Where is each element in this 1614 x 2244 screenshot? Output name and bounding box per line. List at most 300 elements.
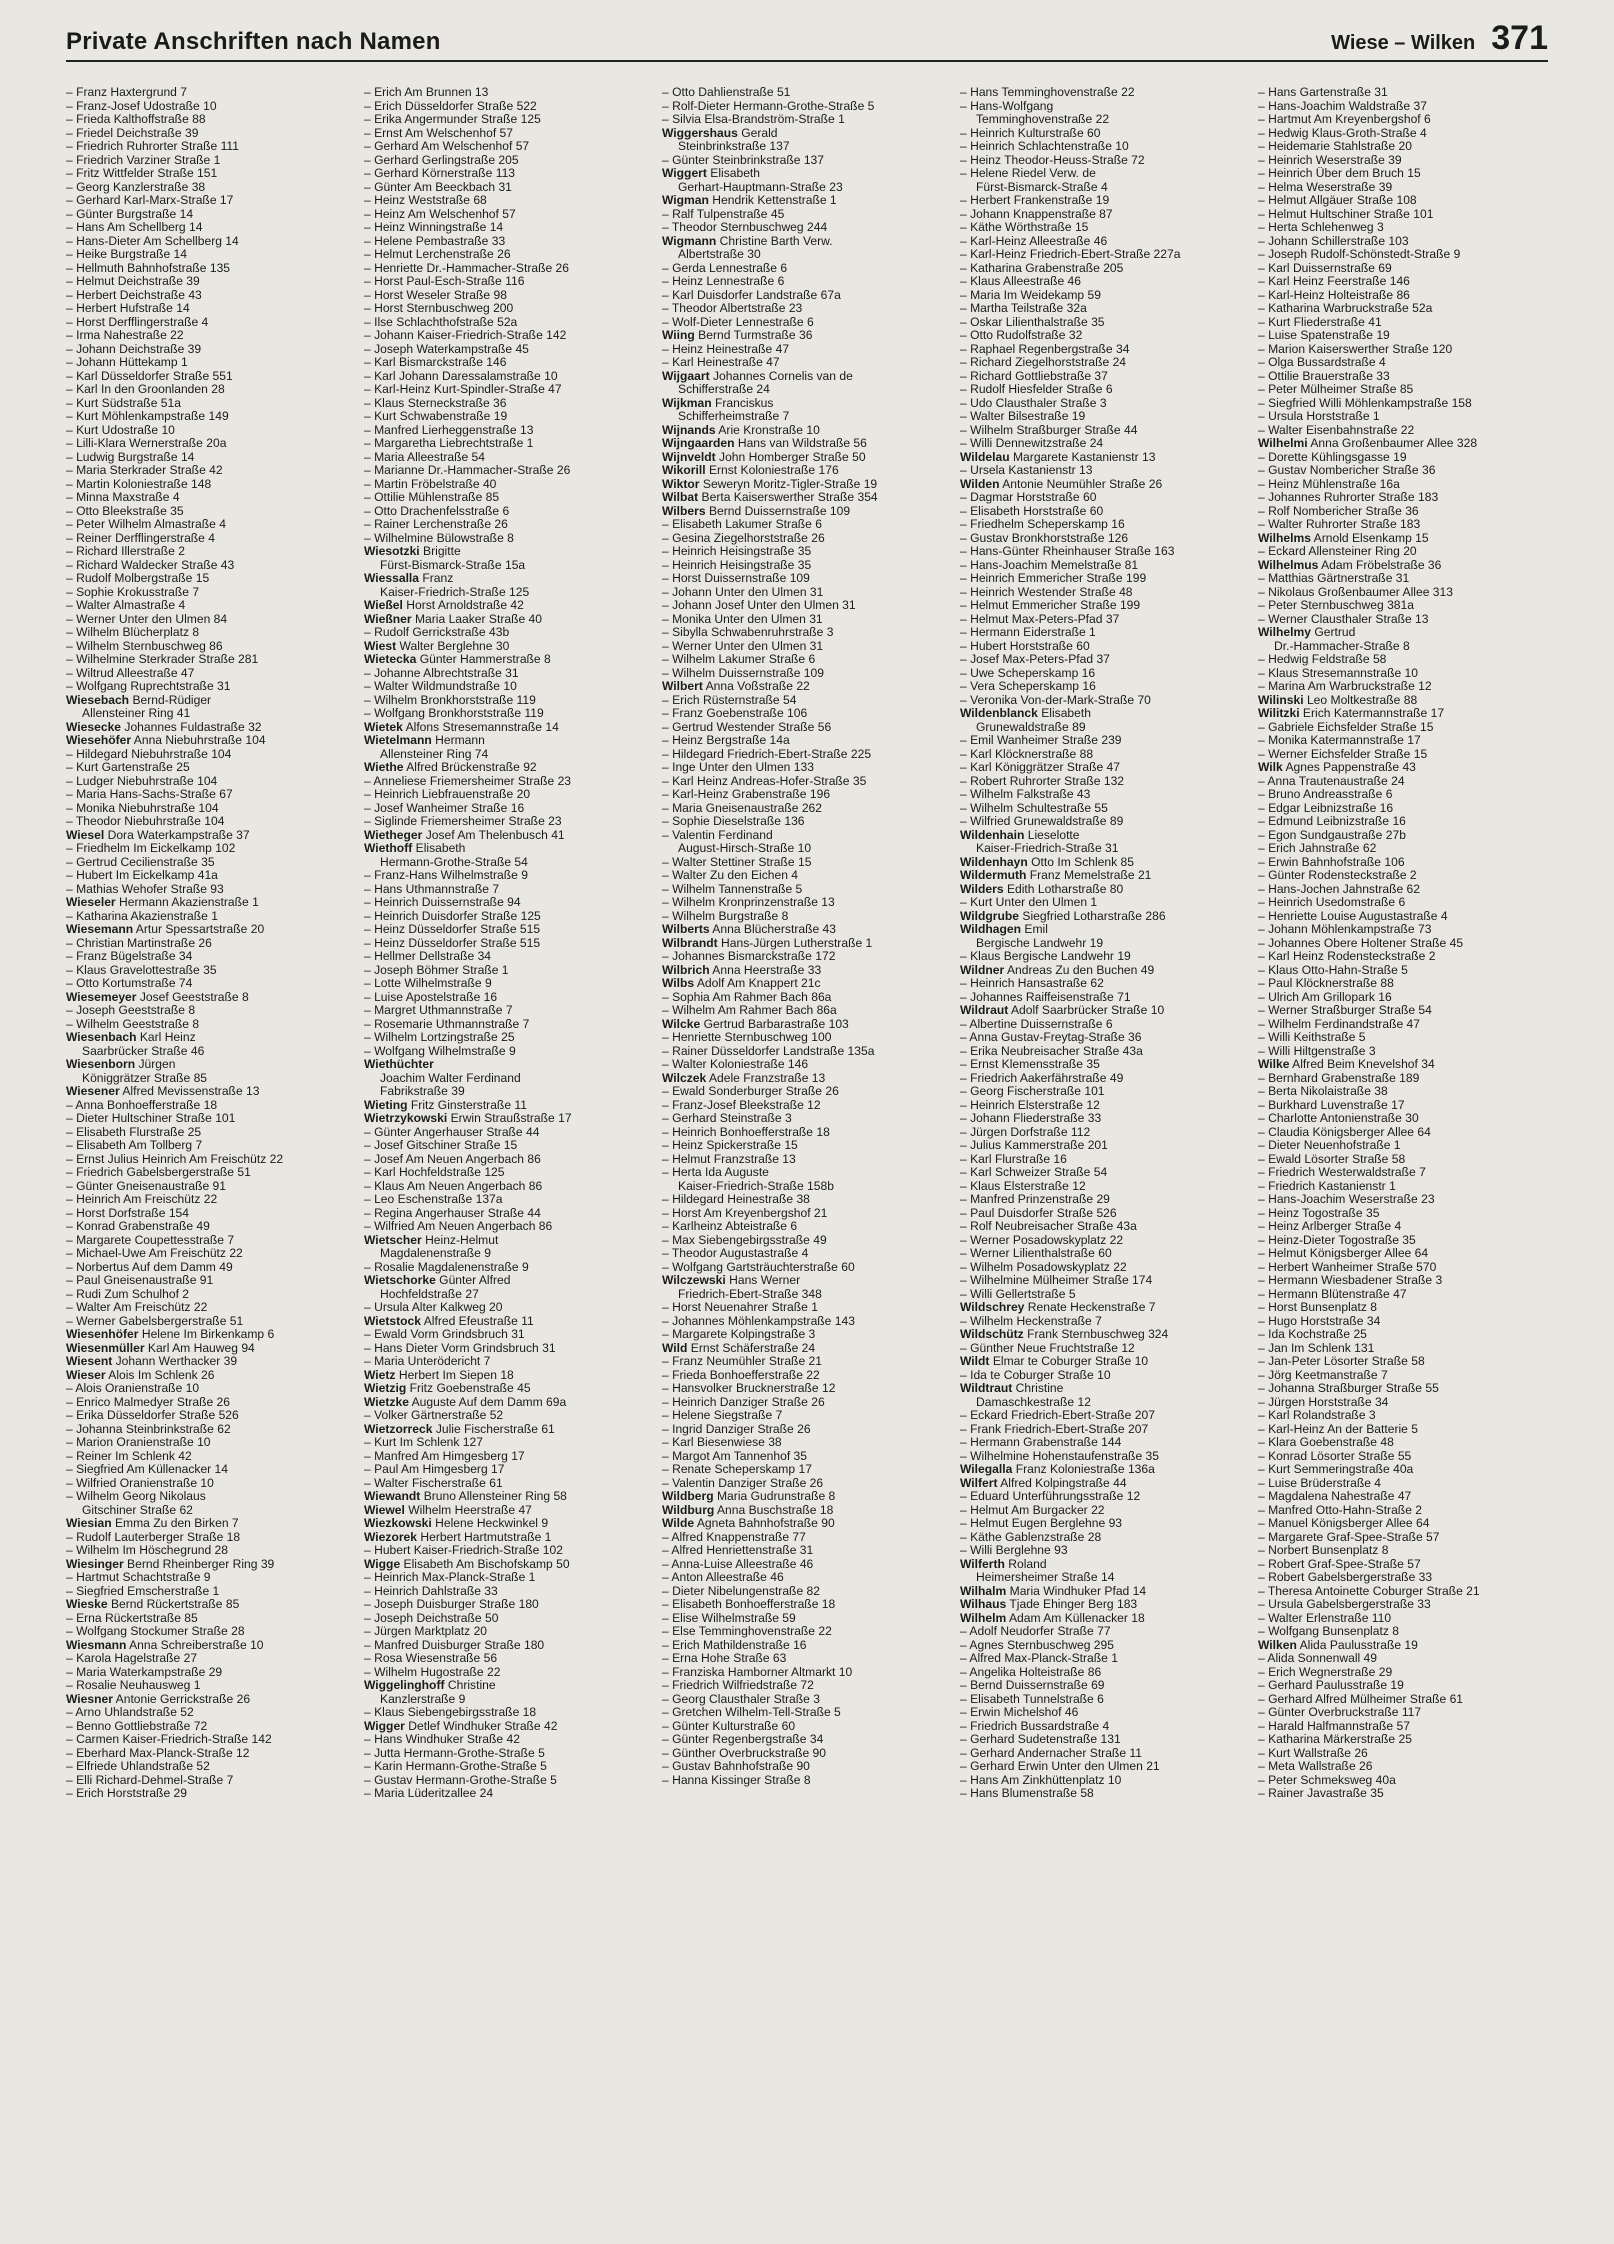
surname: Wilde (662, 1517, 695, 1530)
list-item (960, 1490, 1248, 1504)
list-item (364, 896, 652, 910)
list-item (364, 221, 652, 235)
list-item (662, 1760, 950, 1774)
list-item (364, 1018, 652, 1032)
entry-text: – Erwin Michelshof 46 (960, 1706, 1079, 1719)
list-item (364, 788, 652, 802)
list-item (1258, 964, 1546, 978)
list-item (364, 208, 652, 222)
entry-text: – Kurt Möhlenkampstraße 149 (66, 410, 229, 423)
entry-text: – Karlheinz Abteistraße 6 (662, 1220, 798, 1233)
entry-text: – Helmut Deichstraße 39 (66, 275, 200, 288)
entry-text: – Josef Am Neuen Angerbach 86 (364, 1152, 541, 1166)
entry-text: – Heinz Mühlenstraße 16a (1258, 477, 1400, 491)
list-item (1258, 1612, 1546, 1626)
list-item (364, 910, 652, 924)
list-item (662, 1045, 950, 1059)
list-item (1258, 1787, 1546, 1801)
surname-entry (662, 437, 950, 451)
entry-text: Hermann (431, 734, 485, 747)
list-item (66, 1463, 354, 1477)
entry-text: – Klaus Elsterstraße 12 (960, 1179, 1086, 1193)
list-item (960, 1504, 1248, 1518)
entry-text: – Sophia Am Rahmer Bach 86a (662, 990, 832, 1004)
entry-text: Allensteiner Ring 41 (82, 707, 191, 720)
list-item (662, 1544, 950, 1558)
entry-text: – Franz Haxtergrund 7 (66, 86, 187, 99)
entry-text: Gitschiner Straße 62 (82, 1503, 193, 1517)
surname: Wilbs (662, 977, 695, 990)
list-item (1258, 410, 1546, 424)
entry-text: – Irma Nahestraße 22 (66, 329, 184, 342)
entry-text: – Kurt Gartenstraße 25 (66, 761, 190, 774)
entry-text: – Elisabeth Bonhoefferstraße 18 (662, 1598, 836, 1611)
name-range: Wiese – Wilken (1331, 32, 1476, 54)
entry-text: – Walter Koloniestraße 146 (662, 1058, 809, 1071)
entry-text: Alfred Mevissenstraße 13 (119, 1085, 260, 1098)
list-item (960, 680, 1248, 694)
entry-text: – Charlotte Antonienstraße 30 (1258, 1112, 1419, 1125)
list-item (1258, 1180, 1546, 1194)
entry-text: – Friedrich Westerwaldstraße 7 (1258, 1166, 1426, 1179)
list-item (1258, 1193, 1546, 1207)
entry-text: Andreas Zu den Buchen 49 (1004, 963, 1155, 977)
surname-entry (364, 1679, 652, 1693)
list-item (364, 100, 652, 114)
entry-text: – Ingrid Danziger Straße 26 (662, 1422, 811, 1436)
list-item (662, 221, 950, 235)
list-item (1258, 1652, 1546, 1666)
entry-text: – Elise Wilhelmstraße 59 (662, 1611, 796, 1625)
list-item (1258, 1571, 1546, 1585)
entry-text: Friedrich-Ebert-Straße 348 (678, 1287, 822, 1301)
surname-entry (66, 1369, 354, 1383)
list-item (364, 1666, 652, 1680)
list-item (66, 1220, 354, 1234)
list-item (662, 1382, 950, 1396)
list-item (364, 356, 652, 370)
entry-text: Alfred Kolpingstraße 44 (997, 1476, 1127, 1490)
entry-text: – Günter Overbruckstraße 117 (1258, 1706, 1422, 1719)
list-item (1258, 167, 1546, 181)
list-item (960, 1693, 1248, 1707)
list-item (1258, 316, 1546, 330)
surname: Wildgrube (960, 909, 1020, 923)
entry-text: Julie Fischerstraße 61 (432, 1422, 555, 1436)
surname: Wildenblanck (960, 707, 1038, 720)
entry-text: – Johanna Straßburger Straße 55 (1258, 1382, 1439, 1395)
list-item (1258, 329, 1546, 343)
list-item (1258, 1693, 1546, 1707)
list-item (662, 1733, 950, 1747)
list-item (1258, 991, 1546, 1005)
list-item (66, 964, 354, 978)
list-item (662, 1720, 950, 1734)
entry-text: – Hans Dieter Vorm Grindsbruch 31 (364, 1341, 556, 1355)
entry-text: – Walter Wildmundstraße 10 (364, 680, 517, 693)
entry-text: – Ursela Kastanienstr 13 (960, 464, 1093, 477)
entry-text: – Manfred Prinzenstraße 29 (960, 1193, 1110, 1206)
list-item (662, 802, 950, 816)
surname: Wilhelmy (1258, 626, 1311, 639)
entry-text: – Konrad Lösorter Straße 55 (1258, 1449, 1412, 1463)
entry-text: – Henriette Sternbuschweg 100 (662, 1031, 832, 1044)
entry-text: – Hermann Wiesbadener Straße 3 (1258, 1274, 1443, 1287)
list-item (960, 1423, 1248, 1437)
list-item (364, 410, 652, 424)
entry-text: Agnes Pappenstraße 43 (1282, 761, 1416, 774)
list-item (66, 1706, 354, 1720)
entry-text: – Wilhelm Falkstraße 43 (960, 788, 1091, 801)
entry-text: – Wilfried Grunewaldstraße 89 (960, 815, 1124, 828)
list-item (66, 1436, 354, 1450)
surname-entry (66, 1328, 354, 1342)
list-item (960, 815, 1248, 829)
surname: Wiesehöfer (66, 734, 132, 747)
list-item (1258, 1085, 1546, 1099)
entry-text: – Karl-Heinz Alleestraße 46 (960, 234, 1108, 248)
list-item (662, 1112, 950, 1126)
entry-text: Brigitte (419, 545, 461, 558)
directory-column (662, 86, 950, 2226)
entry-text: – Rainer Düsseldorfer Landstraße 135a (662, 1044, 875, 1058)
entry-text: – Hans-Günter Rheinhauser Straße 163 (960, 545, 1175, 558)
list-item (662, 1409, 950, 1423)
list-item (1258, 181, 1546, 195)
entry-text: – Hermann Eiderstraße 1 (960, 626, 1096, 639)
entry-text: – Ida te Coburger Straße 10 (960, 1368, 1111, 1382)
list-item (66, 1531, 354, 1545)
entry-text: Bernd Duissernstraße 109 (705, 504, 851, 518)
surname: Wildtraut (960, 1382, 1013, 1395)
surname-entry (364, 842, 652, 856)
entry-text: – Ewald Vorm Grindsbruch 31 (364, 1328, 525, 1341)
entry-text: – Wilhelm Geeststraße 8 (66, 1017, 200, 1031)
entry-text: – Horst Am Kreyenbergshof 21 (662, 1206, 828, 1220)
directory-column (364, 86, 652, 2226)
surname: Wildberg (662, 1490, 714, 1503)
entry-text: – Karl Rolandstraße 3 (1258, 1409, 1376, 1422)
entry-text: – Willi Keithstraße 5 (1258, 1031, 1366, 1044)
surname-entry (1258, 1058, 1546, 1072)
list-item (662, 1328, 950, 1342)
entry-text: – Günter Gneisenaustraße 91 (66, 1179, 227, 1193)
list-item (66, 1760, 354, 1774)
entry-text: – Johannes Raiffeisenstraße 71 (960, 990, 1131, 1004)
list-item (1258, 869, 1546, 883)
entry-text: Josef Am Thelenbusch 41 (422, 828, 565, 842)
list-item (364, 478, 652, 492)
surname: Wiesenbach (66, 1031, 137, 1044)
list-item (1258, 613, 1546, 627)
surname-entry (66, 991, 354, 1005)
list-item (960, 802, 1248, 816)
surname-entry (66, 721, 354, 735)
entry-text: – Frieda Bonhoefferstraße 22 (662, 1368, 820, 1382)
entry-text: – Ewald Lösorter Straße 58 (1258, 1152, 1406, 1166)
entry-text: Christine Barth Verw. (716, 234, 833, 248)
entry-continuation (66, 1504, 354, 1518)
entry-text: – Karl-Heinz Holteistraße 86 (1258, 288, 1410, 302)
list-item (66, 127, 354, 141)
entry-text: – Gerhard Sudetenstraße 131 (960, 1733, 1121, 1746)
entry-text: – Walter Bilsestraße 19 (960, 410, 1086, 423)
surname-entry (364, 1112, 652, 1126)
entry-text: – Claudia Königsberger Allee 64 (1258, 1125, 1431, 1139)
entry-text: Hans van Wildstraße 56 (734, 437, 867, 450)
entry-text: – Theodor Niebuhrstraße 104 (66, 815, 225, 828)
entry-text: – Wilhelm Georg Nikolaus (66, 1490, 206, 1503)
list-item (960, 275, 1248, 289)
list-item (364, 86, 652, 100)
entry-text: – Oskar Lilienthalstraße 35 (960, 315, 1105, 329)
surname: Wijnveldt (662, 450, 716, 464)
entry-text: Elisabeth Am Bischofskamp 50 (400, 1557, 570, 1571)
entry-continuation (364, 559, 652, 573)
entry-text: – Eberhard Max-Planck-Straße 12 (66, 1746, 250, 1760)
entry-text: – Minna Maxstraße 4 (66, 491, 180, 504)
list-item (960, 761, 1248, 775)
list-item (960, 1031, 1248, 1045)
list-item (662, 100, 950, 114)
surname: Wijnands (662, 423, 716, 437)
surname-entry (364, 734, 652, 748)
entry-text: – Katharina Grabenstraße 205 (960, 261, 1124, 275)
surname: Wietheger (364, 828, 423, 842)
entry-text: – Rosemarie Uthmannstraße 7 (364, 1017, 530, 1031)
entry-text: – Helmut Hultschiner Straße 101 (1258, 207, 1434, 221)
entry-text: – Gustav Hermann-Grothe-Straße 5 (364, 1773, 557, 1787)
surname-entry (66, 1693, 354, 1707)
entry-text: – Karl-Heinz Kurt-Spindler-Straße 47 (364, 383, 562, 396)
list-item (364, 1652, 652, 1666)
entry-text: – Horst Derfflingerstraße 4 (66, 315, 209, 329)
entry-text: – Wilhelm Schultestraße 55 (960, 801, 1108, 815)
entry-text: – Ludger Niebuhrstraße 104 (66, 774, 218, 788)
list-item (960, 370, 1248, 384)
entry-text: – Rosalie Magdalenenstraße 9 (364, 1260, 529, 1274)
list-item (960, 1625, 1248, 1639)
entry-text: – Gerhard Am Welschenhof 57 (364, 140, 530, 153)
entry-text: – Otto Kortumstraße 74 (66, 977, 193, 990)
entry-text: – Bernd Duissernstraße 69 (960, 1679, 1105, 1692)
entry-text: – Gustav Nombericher Straße 36 (1258, 464, 1436, 477)
entry-text: – Hans-Joachim Weserstraße 23 (1258, 1193, 1435, 1206)
surname: Wilberts (662, 923, 710, 936)
list-item (960, 1720, 1248, 1734)
entry-text: Schifferheimstraße 7 (678, 410, 790, 423)
entry-text: Maria Windhuker Pfad 14 (1006, 1584, 1147, 1598)
list-item (1258, 802, 1546, 816)
entry-text: – Helma Weserstraße 39 (1258, 180, 1393, 194)
surname-entry (1258, 559, 1546, 573)
surname-entry (960, 910, 1248, 924)
entry-text: – Heinrich Über dem Bruch 15 (1258, 167, 1421, 180)
entry-text: Fabrikstraße 39 (380, 1085, 465, 1098)
list-item (364, 977, 652, 991)
list-item (66, 1207, 354, 1221)
entry-text: – Volker Gärtnerstraße 52 (364, 1409, 504, 1422)
list-item (960, 235, 1248, 249)
list-item (1258, 397, 1546, 411)
surname-entry (1258, 1639, 1546, 1653)
surname: Wildt (960, 1355, 990, 1368)
entry-text: – Wilhelm Duissernstraße 109 (662, 666, 824, 680)
entry-text: Ernst Schäferstraße 24 (687, 1341, 816, 1355)
list-item (364, 1612, 652, 1626)
entry-text: – Theodor Sternbuschweg 244 (662, 221, 828, 234)
list-item (66, 221, 354, 235)
list-item (66, 1666, 354, 1680)
entry-text: – Hanna Kissinger Straße 8 (662, 1773, 811, 1787)
list-item (66, 1301, 354, 1315)
entry-text: – Jutta Hermann-Grothe-Straße 5 (364, 1746, 545, 1760)
surname-entry (960, 964, 1248, 978)
entry-text: Auguste Auf dem Damm 69a (408, 1395, 567, 1409)
entry-text: – Helmut Allgäuer Straße 108 (1258, 194, 1417, 207)
entry-text: – Helmut Max-Peters-Pfad 37 (960, 612, 1120, 626)
entry-text: – Wilhelm Lortzingstraße 25 (364, 1031, 515, 1044)
entry-continuation (364, 856, 652, 870)
list-item (662, 1598, 950, 1612)
surname: Wildschütz (960, 1328, 1024, 1341)
list-item (1258, 572, 1546, 586)
surname-entry (662, 424, 950, 438)
entry-text: – Wolfgang Wilhelmstraße 9 (364, 1044, 516, 1058)
list-item (960, 1180, 1248, 1194)
surname: Wijngaarden (662, 437, 735, 450)
surname: Wilhelms (1258, 531, 1311, 545)
list-item (960, 1139, 1248, 1153)
list-item (1258, 1099, 1546, 1113)
entry-text: – Sophie Krokusstraße 7 (66, 585, 200, 599)
entry-text: Hermann Akazienstraße 1 (115, 896, 259, 909)
entry-text: – Johannes Ruhrorter Straße 183 (1258, 491, 1439, 504)
entry-text: Antonie Gerrickstraße 26 (112, 1692, 251, 1706)
surname: Wiesenborn (66, 1058, 136, 1071)
surname: Wildner (960, 963, 1005, 977)
entry-text: – Karl In den Groonlanden 28 (66, 383, 225, 396)
entry-text: – Heinz Düsseldorfer Straße 515 (364, 923, 541, 936)
entry-text: – Hartmut Am Kreyenbergshof 6 (1258, 113, 1431, 126)
entry-text: – Manfred Otto-Hahn-Straße 2 (1258, 1503, 1423, 1517)
entry-text: – Herta Ida Auguste (662, 1166, 769, 1179)
entry-text: – Wolfgang Ruprechtstraße 31 (66, 680, 231, 693)
entry-text: – Günter Burgstraße 14 (66, 207, 194, 221)
list-item (960, 86, 1248, 100)
surname-entry (364, 1382, 652, 1396)
entry-text: Erwin Straußstraße 17 (447, 1112, 572, 1125)
list-item (364, 1747, 652, 1761)
list-item (662, 788, 950, 802)
list-item (662, 748, 950, 762)
surname-entry (960, 1382, 1248, 1396)
list-item (364, 964, 652, 978)
entry-text: – Edgar Leibnizstraße 16 (1258, 801, 1394, 815)
entry-text: – Frank Friedrich-Ebert-Straße 207 (960, 1422, 1149, 1436)
surname: Wiethüchter (364, 1058, 434, 1071)
entry-text: – Heinrich Bonhoefferstraße 18 (662, 1125, 830, 1139)
entry-text: Jürgen (135, 1058, 176, 1071)
entry-text: – Benno Gottliebstraße 72 (66, 1719, 208, 1733)
entry-text: Bergische Landwehr 19 (976, 936, 1104, 950)
list-item (66, 154, 354, 168)
entry-text: Horst Arnoldstraße 42 (402, 599, 524, 612)
entry-continuation (364, 1085, 652, 1099)
surname-entry (960, 478, 1248, 492)
entry-text: – Angelika Holteistraße 86 (960, 1665, 1102, 1679)
entry-text: Roland (1004, 1557, 1047, 1571)
list-item (1258, 1112, 1546, 1126)
entry-text: – Hildegard Niebuhrstraße 104 (66, 747, 232, 761)
list-item (66, 1004, 354, 1018)
entry-text: – Siglinde Friemersheimer Straße 23 (364, 815, 562, 828)
entry-text: – Helmut Emmericher Straße 199 (960, 599, 1141, 612)
surname: Wildschrey (960, 1301, 1025, 1314)
list-item (364, 1409, 652, 1423)
entry-continuation (960, 842, 1248, 856)
entry-text: – Günther Overbruckstraße 90 (662, 1746, 827, 1760)
list-item (364, 1261, 652, 1275)
entry-text: – Maria Gneisenaustraße 262 (662, 801, 822, 815)
list-item (364, 505, 652, 519)
entry-text: Wilhelm Heerstraße 47 (404, 1503, 532, 1517)
list-item (364, 343, 652, 357)
list-item (662, 640, 950, 654)
list-item (364, 1450, 652, 1464)
entry-text: – Luise Brüderstraße 4 (1258, 1476, 1382, 1490)
entry-text: – Berta Nikolaistraße 38 (1258, 1085, 1388, 1098)
list-item (960, 1450, 1248, 1464)
entry-text: – Arno Uhlandstraße 52 (66, 1706, 194, 1719)
entry-text: – Adolf Neudorfer Straße 77 (960, 1625, 1111, 1638)
list-item (960, 410, 1248, 424)
entry-text: – Walter Eisenbahnstraße 22 (1258, 423, 1415, 437)
list-item (1258, 1706, 1546, 1720)
entry-text: – Lotte Wilhelmstraße 9 (364, 977, 492, 990)
entry-continuation (662, 410, 950, 424)
list-item (364, 1004, 652, 1018)
list-item (66, 1787, 354, 1801)
list-item (960, 491, 1248, 505)
list-item (662, 761, 950, 775)
surname-entry (364, 1490, 652, 1504)
list-item (1258, 977, 1546, 991)
surname-entry (662, 680, 950, 694)
list-item (364, 1126, 652, 1140)
list-item (1258, 734, 1546, 748)
entry-text: – Kurt Fliederstraße 41 (1258, 315, 1382, 329)
entry-text: – Heinrich Usedomstraße 6 (1258, 896, 1406, 909)
list-item (960, 1706, 1248, 1720)
entry-continuation (66, 1045, 354, 1059)
entry-text: – Jan Im Schlenk 131 (1258, 1341, 1375, 1355)
list-item (662, 1058, 950, 1072)
list-item (66, 545, 354, 559)
entry-text: – Horst Bunsenplatz 8 (1258, 1301, 1377, 1314)
list-item (364, 1220, 652, 1234)
entry-text: – Karl-Heinz An der Batterie 5 (1258, 1422, 1418, 1436)
entry-text: – Günter Regenbergstraße 34 (662, 1733, 824, 1746)
entry-text: – Anna Trautenaustraße 24 (1258, 774, 1405, 788)
list-item (1258, 923, 1546, 937)
entry-continuation (960, 181, 1248, 195)
list-item (662, 1774, 950, 1788)
surname: Wild (662, 1341, 688, 1355)
list-item (364, 1045, 652, 1059)
entry-text: – Alfred Knappenstraße 77 (662, 1530, 806, 1544)
list-item (662, 667, 950, 681)
